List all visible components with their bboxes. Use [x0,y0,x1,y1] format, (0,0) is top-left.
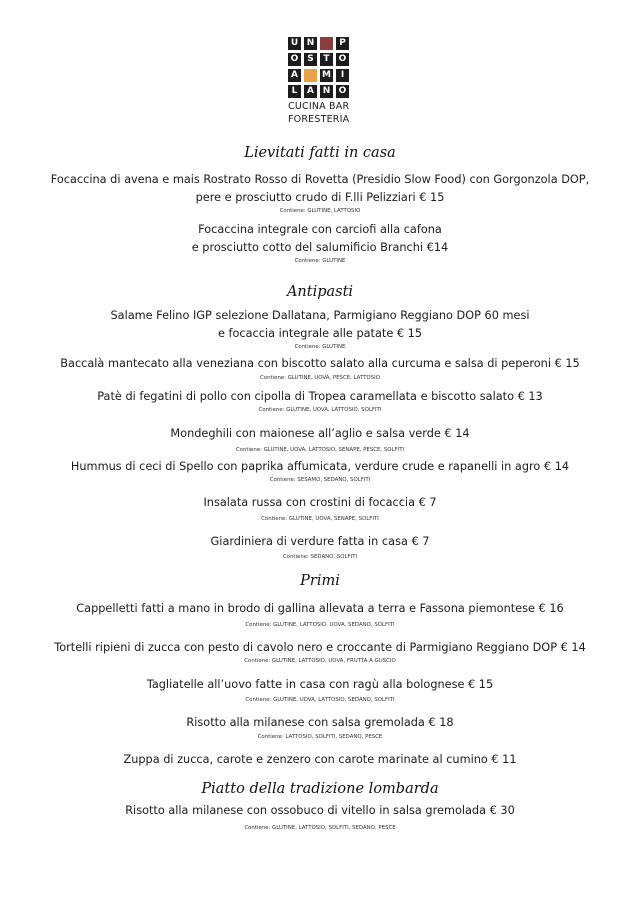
dish-line: Giardiniera di verdure fatta in casa € 7 [210,535,430,548]
section-title-lievitati: Lievitati fatti in casa [244,145,396,161]
dish-line: e prosciutto cotto del salumificio Branchi €14 [191,241,449,254]
logo-subtitle-cucina: CUCINA BAR [288,101,350,112]
allergens-note: Contiene: GLUTINE [294,344,346,350]
dish-line: pere e prosciutto crudo di F.lli Pelizziari € 15 [195,191,445,204]
logo-letter: N [320,85,333,98]
allergens-note: Contiene: GLUTINE, UOVA, SENAPE, SOLFITI [261,516,379,522]
allergens-note: Contiene: GLUTINE, LATTOSIO, SOLFITI, SEDANO, PESCE [244,825,396,831]
allergens-note: Contiene: SESAMO, SEDANO, SOLFITI [269,477,371,483]
allergens-note: Contiene: GLUTINE, LATTOSIO, UOVA, FRUTTA A GUSCIO [244,658,396,664]
section-title-antipasti: Antipasti [286,284,354,300]
logo-letter: I [336,69,349,82]
logo-letter: A [288,69,301,82]
logo-letter: M [320,69,333,82]
dish-line: Patè di fegatini di pollo con cipolla di Tropea caramellata e biscotto salato € 13 [97,390,543,403]
dish-line: Mondeghili con maionese all’aglio e salsa verde € 14 [170,427,470,440]
logo-letter-grid [288,37,352,98]
logo-accent-square [320,37,333,50]
logo-letter: A [304,85,317,98]
logo-accent-square [304,69,317,82]
allergens-note: Contiene: LATTOSIO, SOLFITI, SEDANO, PESCE [257,734,383,740]
dish-line: Tortelli ripieni di zucca con pesto di cavolo nero e croccante di Parmigiano Reggiano DOP € 14 [54,641,586,654]
dish-line: Risotto alla milanese con salsa gremolada € 18 [186,716,454,729]
allergens-note: Contiene: GLUTINE, LATTOSIO, UOVA, SEDANO, SOLFITI [245,622,395,628]
dish-line: Baccalà mantecato alla veneziana con biscotto salato alla curcuma e salsa di peperoni € 15 [60,357,580,370]
logo-letter: U [288,37,301,50]
dish-line: e focaccia integrale alle patate € 15 [217,327,423,340]
allergens-note: Contiene: GLUTINE, UOVA, LATTOSIO, SENAPE, PESCE, SOLFITI [235,447,405,453]
dish-line: Zuppa di zucca, carote e zenzero con carote marinate al cumino € 11 [123,753,517,766]
logo-letter: T [320,53,333,66]
allergens-note: Contiene: GLUTINE, UOVA, LATTOSIO, SEDANO, SOLFITI [245,697,395,703]
dish-line: Hummus di ceci di Spello con paprika affumicata, verdure crude e rapanelli in agro € 14 [70,460,570,473]
section-title-primi: Primi [300,573,340,589]
allergens-note: Contiene: SEDANO, SOLFITI [282,554,358,560]
logo-letter: O [288,53,301,66]
logo-letter: S [304,53,317,66]
logo-subtitle-foresteria: FORESTERIA [288,114,350,125]
dish-line: Insalata russa con crostini di focaccia € 7 [203,496,437,509]
dish-line: Tagliatelle all’uovo fatte in casa con ragù alla bolognese € 15 [146,678,494,691]
allergens-note: Contiene: GLUTINE, UOVA, PESCE, LATTOSIO [260,375,380,381]
logo-letter: N [304,37,317,50]
restaurant-logo [288,37,352,125]
dish-line: Cappelletti fatti a mano in brodo di gallina allevata a terra e Fassona piemontese € 16 [76,602,564,615]
logo-letter: O [336,85,349,98]
dish-line: Risotto alla milanese con ossobuco di vitello in salsa gremolada € 30 [125,804,515,817]
logo-letter: L [288,85,301,98]
section-title-tradizione: Piatto della tradizione lombarda [201,781,439,797]
logo-letter: P [336,37,349,50]
allergens-note: Contiene: GLUTINE [294,258,346,264]
logo-letter: O [336,53,349,66]
allergens-note: Contiene: GLUTINE, UOVA, LATTOSIO, SOLFITI [258,407,382,413]
dish-line: Focaccina di avena e mais Rostrato Rosso di Rovetta (Presidio Slow Food) con Gorgonzola DOP, [50,173,590,186]
allergens-note: Contiene: GLUTINE, LATTOSIO [279,208,361,214]
dish-line: Salame Felino IGP selezione Dallatana, Parmigiano Reggiano DOP 60 mesi [110,309,530,322]
dish-line: Focaccina integrale con carciofi alla cafona [198,223,442,236]
